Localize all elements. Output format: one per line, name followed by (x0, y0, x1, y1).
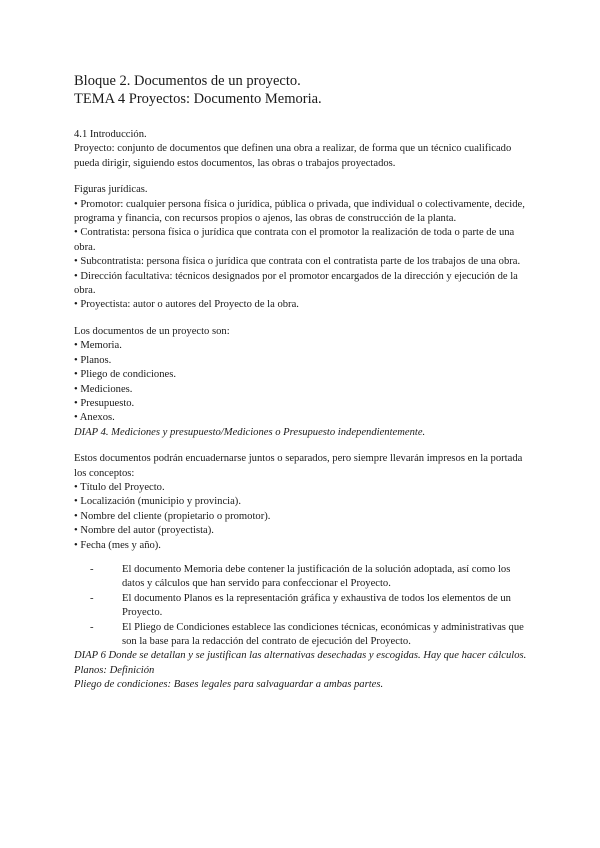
figura-direccion-facultativa: • Dirección facultativa: técnicos designados por el promotor encargados de la dirección y ejecución de la obra. (74, 270, 518, 297)
diap6-note: DIAP 6 Donde se detallan y se justifican las alternativas desechadas y escogidas. Hay que hacer cálculos. (74, 650, 527, 662)
document-title-line-2: TEMA 4 Proyectos: Documento Memoria. (74, 91, 322, 107)
figura-proyectista: • Proyectista: autor o autores del Proyecto de la obra. (74, 299, 299, 311)
portada-item: • Título del Proyecto. (74, 481, 165, 493)
planos-note: Planos: Definición (74, 664, 155, 676)
figura-promotor: • Promotor: cualquier persona física o jurídica, pública o privada, que individual o colectivamente, decide, programa y financia, con recursos propios o ajenos, las obras de construcción de la planta. (74, 198, 525, 225)
diap4-note: DIAP 4. Mediciones y presupuesto/Mediciones o Presupuesto independientemente. (74, 426, 426, 438)
documento-item: • Memoria. (74, 340, 122, 352)
figura-contratista: • Contratista: persona física o jurídica que contrata con el promotor la realización de toda o parte de una obra. (74, 227, 515, 253)
document-title-line-1: Bloque 2. Documentos de un proyecto. (74, 73, 301, 89)
documento-item: • Anexos. (74, 412, 115, 424)
portada-item: • Nombre del autor (proyectista). (74, 525, 214, 537)
documento-item: • Pliego de condiciones. (74, 369, 176, 381)
portada-item: • Fecha (mes y año). (74, 539, 161, 551)
proyecto-definition: Proyecto: conjunto de documentos que definen una obra a realizar, de forma que un técnico cualificado pueda dirigir, siguiendo estos documentos, las obras o trabajos proyectados. (74, 143, 512, 169)
descripciones-list (74, 563, 534, 649)
descripcion-pliego: - El Pliego de Condiciones establece las condiciones técnicas, económicas y administrativas que son la base para la redacción del contrato de ejecución del Proyecto. (90, 621, 534, 650)
documento-item: • Presupuesto. (74, 397, 135, 409)
documento-item: • Mediciones. (74, 383, 133, 395)
documentos-heading: Los documentos de un proyecto son: (74, 325, 230, 337)
intro-heading: 4.1 Introducción. (74, 129, 147, 140)
portada-item: • Localización (municipio y provincia). (74, 496, 241, 508)
figuras-heading: Figuras jurídicas. (74, 184, 148, 196)
documento-item: • Planos. (74, 354, 112, 366)
document-page (74, 72, 534, 693)
descripcion-memoria: - El documento Memoria debe contener la justificación de la solución adoptada, así como los datos y cálculos que han servido para confeccionar el Proyecto. (90, 563, 534, 592)
portada-intro: Estos documentos podrán encuadernarse juntos o separados, pero siempre llevarán impresos en la portada los conceptos: (74, 453, 523, 479)
figura-subcontratista: • Subcontratista: persona física o jurídica que contrata con el contratista parte de los trabajos de una obra. (74, 256, 521, 268)
intro-section (74, 128, 534, 693)
pliego-note: Pliego de condiciones: Bases legales para salvaguardar a ambas partes. (74, 679, 384, 691)
descripcion-planos: - El documento Planos es la representación gráfica y exhaustiva de todos los elementos de un Proyecto. (90, 592, 534, 621)
portada-item: • Nombre del cliente (propietario o promotor). (74, 510, 271, 522)
